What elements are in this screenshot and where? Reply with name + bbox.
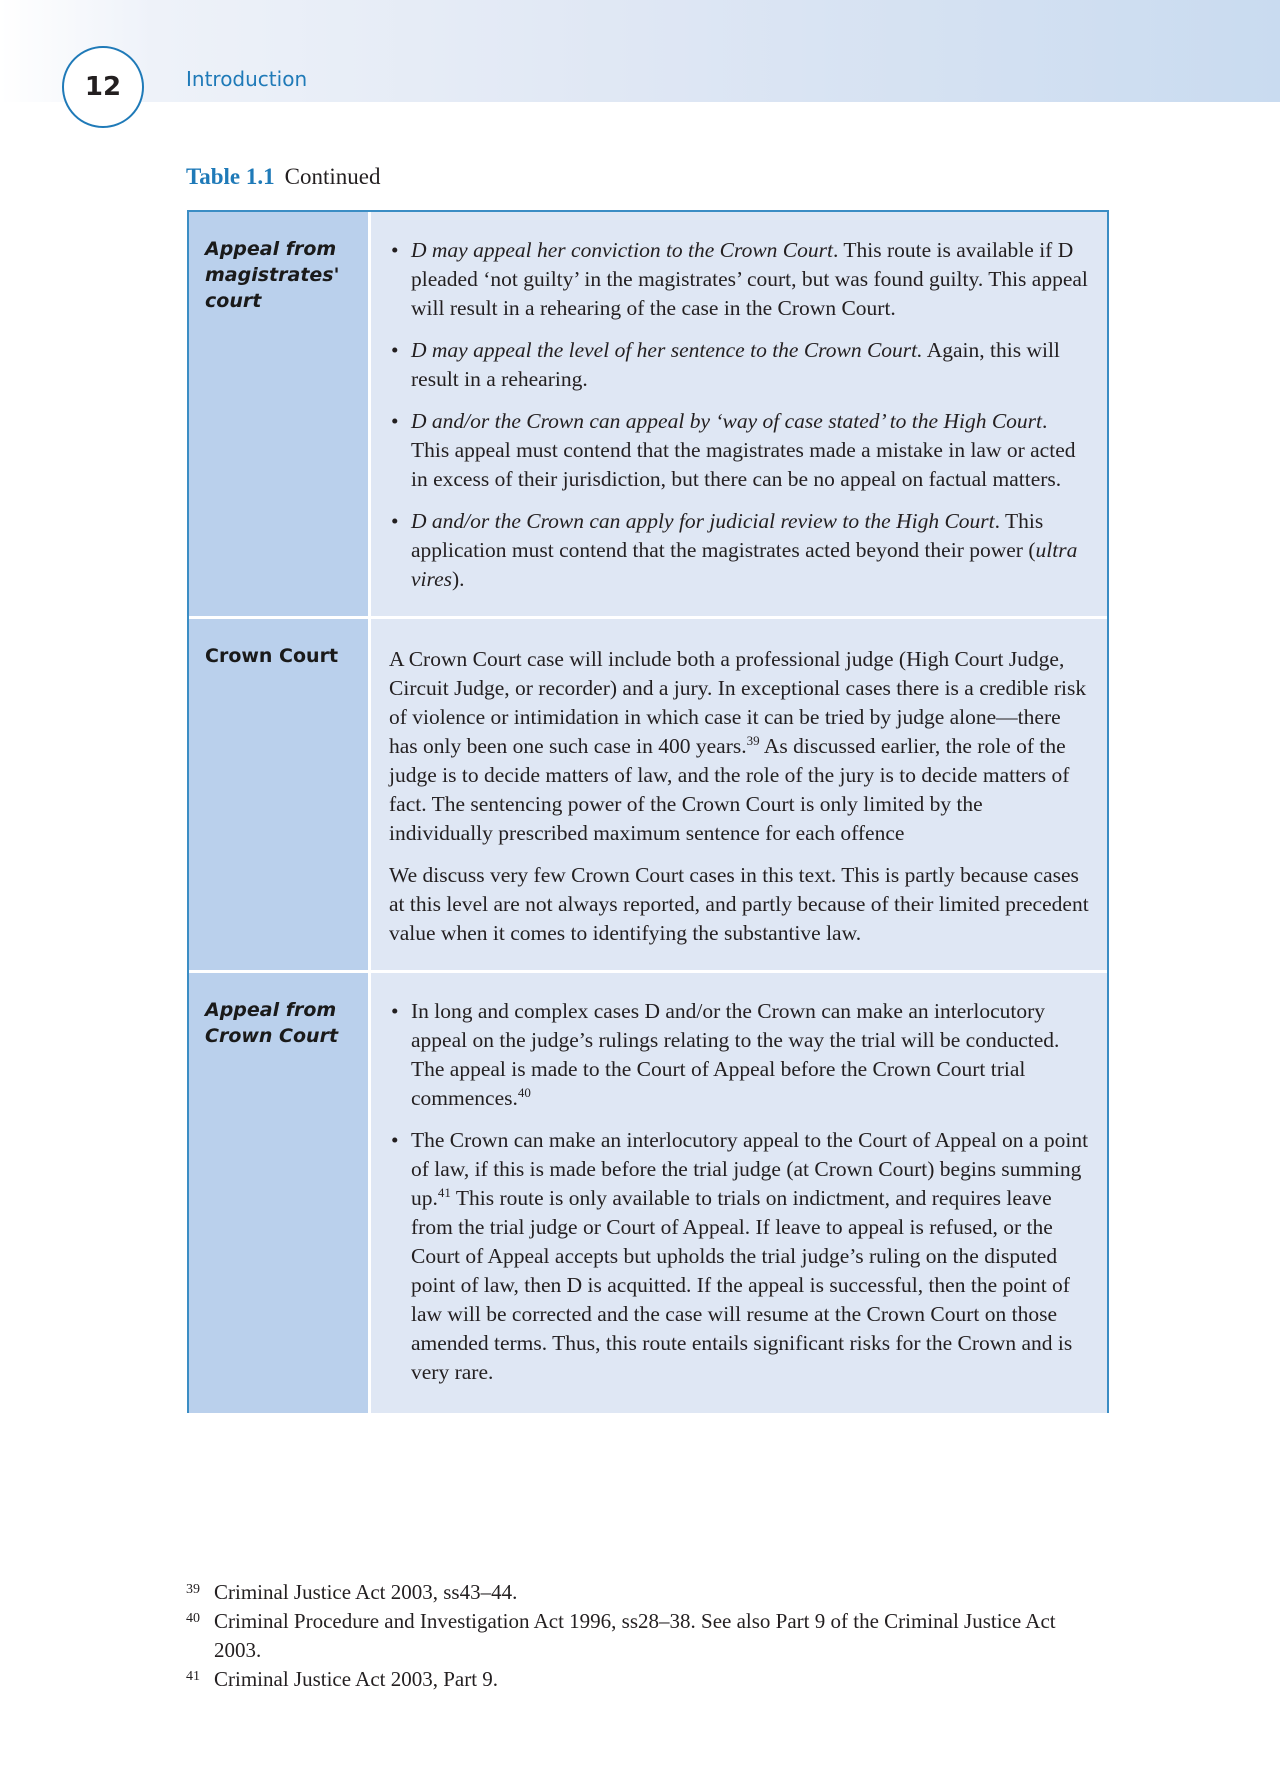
row-heading: Appeal from Crown Court bbox=[189, 973, 371, 1413]
bullet-list bbox=[389, 997, 1089, 1387]
item-text: In long and complex cases D and/or the Crown can make an interlocutory appeal on the judge’s rulings relating to the way the trial will be conducted. The appeal is made to the Court of Appeal before the Crown Court trial commences. bbox=[411, 999, 1060, 1110]
item-lead: D may appeal her conviction to the Crown Court bbox=[411, 238, 833, 262]
footnote bbox=[186, 1665, 1106, 1694]
list-item bbox=[389, 236, 1089, 323]
paragraph-text: As discussed earlier, the role of the judge is to decide matters of law, and the role of the jury is to decide matters of fact. The sentencing power of the Crown Court is only limited by the individually prescribed maximum sentence for each offence bbox=[389, 734, 1070, 845]
footnote-ref-39[interactable]: 39 bbox=[746, 732, 760, 748]
item-text: ). bbox=[452, 567, 465, 591]
item-text: . This appeal must contend that the magistrates made a mistake in law or acted in excess of their jurisdiction, but there can be no appeal on factual matters. bbox=[411, 409, 1076, 491]
footnote-text: Criminal Justice Act 2003, ss43–44. bbox=[214, 1580, 518, 1604]
item-lead: D and/or the Crown can apply for judicial review to the High Court bbox=[411, 509, 995, 533]
list-item bbox=[389, 507, 1089, 594]
item-italic-term: ultra vires bbox=[411, 538, 1078, 591]
row-content bbox=[371, 619, 1107, 970]
table-caption-label: Table 1.1 bbox=[186, 164, 275, 189]
item-lead: D and/or the Crown can appeal by ‘way of case stated’ to the High Court bbox=[411, 409, 1043, 433]
list-item bbox=[389, 336, 1089, 394]
item-text: This route is only available to trials on indictment, and requires leave from the trial judge or Court of Appeal. If leave to appeal is refused, or the Court of Appeal accepts but upholds the trial judge’s ruling on the disputed point of law, then D is acquitted. If the appeal is successful, then the point of law will be corrected and the case will resume at the Crown Court on those amended terms. Thus, this route entails significant risks for the Crown and is very rare. bbox=[411, 1186, 1073, 1384]
footnotes bbox=[186, 1578, 1106, 1694]
paragraph bbox=[389, 645, 1089, 848]
footnote-number: 39 bbox=[186, 1582, 200, 1597]
row-content bbox=[371, 212, 1107, 616]
row-heading: Appeal from magistrates' court bbox=[189, 212, 371, 616]
appeals-table bbox=[187, 210, 1109, 1413]
footnote-text: Criminal Procedure and Investigation Act 1996, ss28–38. See also Part 9 of the Criminal Justice Act 2003. bbox=[214, 1609, 1056, 1662]
paragraph: We discuss very few Crown Court cases in this text. This is partly because cases at this level are not always reported, and partly because of their limited precedent value when it comes to identifying the substantive law. bbox=[389, 863, 1089, 945]
item-text: . This route is available if D pleaded ‘not guilty’ in the magistrates’ court, but was found guilty. This appeal will result in a rehearing of the case in the Crown Court. bbox=[411, 238, 1088, 320]
footnote bbox=[186, 1578, 1106, 1607]
list-item bbox=[389, 407, 1089, 494]
running-head: Introduction bbox=[186, 67, 308, 91]
item-text: The Crown can make an interlocutory appeal to the Court of Appeal on a point of law, if this is made before the trial judge (at Crown Court) begins summing up. bbox=[411, 1128, 1089, 1210]
footnote-number: 40 bbox=[186, 1611, 200, 1626]
list-item bbox=[389, 1126, 1089, 1387]
page-number: 12 bbox=[84, 72, 122, 102]
row-heading: Crown Court bbox=[189, 619, 371, 970]
footnote bbox=[186, 1607, 1106, 1665]
bullet-list bbox=[389, 236, 1089, 594]
table-row bbox=[189, 970, 1107, 1413]
list-item bbox=[389, 997, 1089, 1113]
table-caption bbox=[186, 164, 380, 190]
footnote-text: Criminal Justice Act 2003, Part 9. bbox=[214, 1667, 499, 1691]
table-caption-text: Continued bbox=[284, 164, 381, 189]
footnote-ref-40[interactable]: 40 bbox=[517, 1084, 531, 1100]
footnote-number: 41 bbox=[186, 1669, 200, 1684]
footnote-ref-41[interactable]: 41 bbox=[437, 1184, 451, 1200]
item-text: Again, this will result in a rehearing. bbox=[411, 338, 1060, 391]
table-row bbox=[189, 616, 1107, 970]
item-lead: D may appeal the level of her sentence to the Crown Court. bbox=[411, 338, 923, 362]
row-content bbox=[371, 973, 1107, 1413]
item-text: . This application must contend that the magistrates acted beyond their power ( bbox=[411, 509, 1044, 562]
page-number-badge bbox=[62, 46, 144, 128]
table-row bbox=[189, 212, 1107, 616]
paragraph-text: A Crown Court case will include both a professional judge (High Court Judge, Circuit Judge, or recorder) and a jury. In exceptional cases there is a credible risk of violence or intimidation in which case it can be tried by judge alone—there has only been one such case in 400 years. bbox=[389, 647, 1087, 758]
